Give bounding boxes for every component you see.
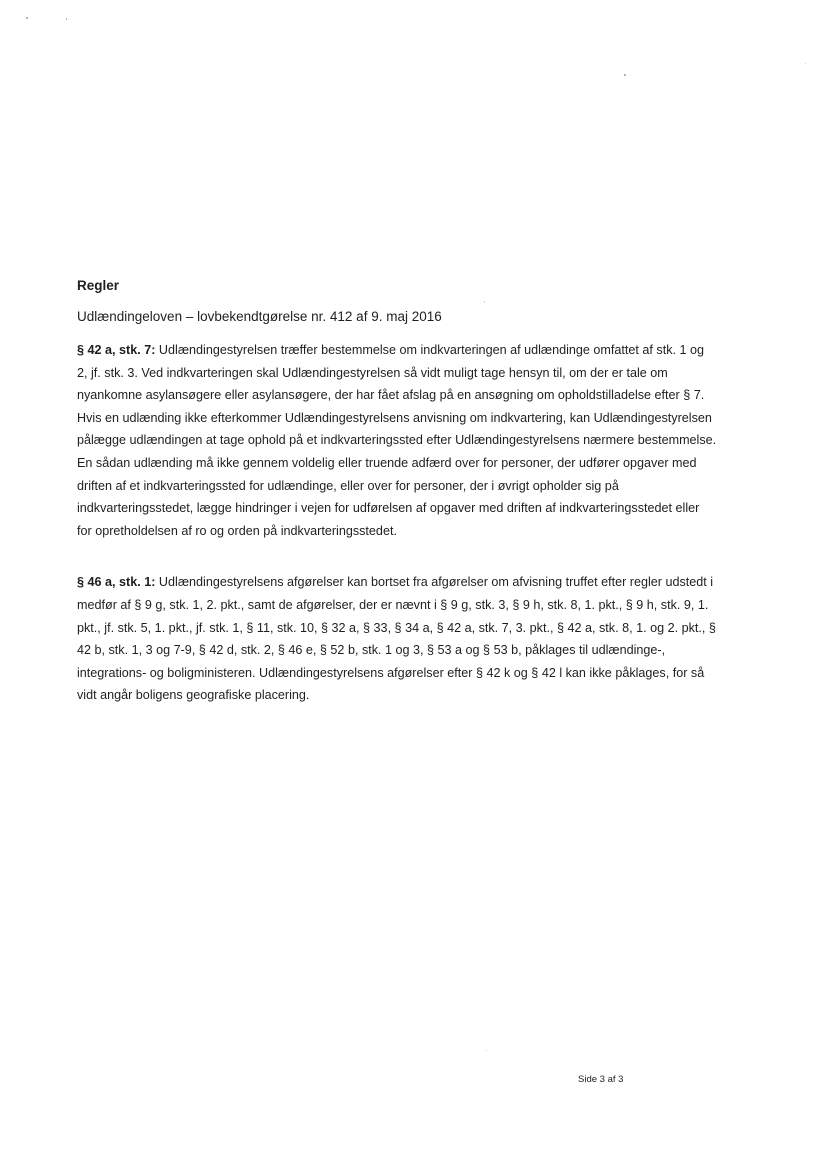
section-heading: Regler <box>77 278 120 293</box>
paragraph-label: § 42 a, stk. 7: <box>77 343 156 357</box>
scan-speck <box>66 18 67 20</box>
document-body <box>77 276 717 707</box>
scan-speck <box>484 301 485 303</box>
law-title: Udlændingeloven – lovbekendtgørelse nr. 412 af 9. maj 2016 <box>77 309 442 324</box>
paragraph-42a <box>77 339 717 542</box>
scan-speck <box>624 74 626 76</box>
scan-speck <box>26 17 28 19</box>
scan-speck <box>486 1050 487 1051</box>
scan-speck <box>805 63 806 64</box>
paragraph-text: Udlændingestyrelsens afgørelser kan bortset fra afgørelser om afvisning truffet efter regler udstedt i medfør af § 9 g, stk. 1, 2. pkt., samt de afgørelser, der er nævnt i § 9 g, stk. 3, § 9 h, stk. 8, 1. pkt., § 9 h, stk. 9, 1. pkt., jf. stk. 5, 1. pkt., jf. stk. 1, § 11, stk. 10, § 32 a, § 33, § 34 a, § 42 a, stk. 7, 3. pkt., § 42 a, stk. 8, 1. og 2. pkt., § 42 b, stk. 1, 3 og 7-9, § 42 d, stk. 2, § 46 e, § 52 b, stk. 1 og 3, § 53 a og § 53 b, påklages til udlændinge-, integrations- og boligministeren. Udlændingestyrelsens afgørelser efter § 42 k og § 42 l kan ikke påklages, for så vidt angår boligens geografiske placering. <box>77 575 716 703</box>
paragraph-46a <box>77 571 717 707</box>
page-number: Side 3 af 3 <box>578 1074 624 1085</box>
paragraph-label: § 46 a, stk. 1: <box>77 575 156 590</box>
paragraph-text: Udlændingestyrelsen træffer bestemmelse om indkvarteringen af udlændinge omfattet af stk. 1 og 2, jf. stk. 3. Ved indkvarteringen skal Udlændingestyrelsen så vidt muligt tage hensyn til, om der er tale om nyankomne asylansøgere eller asylansøgere, der har fået afslag på en ansøgning om opholdstilladelse efter § 7. Hvis en udlænding ikke efterkommer Udlændingestyrelsens anvisning om indkvartering, kan Udlændingestyrelsen pålægge udlændingen at tage ophold på et indkvarteringssted efter Udlændingestyrelsens nærmere bestemmelse. En sådan udlænding må ikke gennem voldelig eller truende adfærd over for personer, der udfører opgaver med driften af et indkvarteringssted for udlændinge, eller over for personer, der i øvrigt opholder sig på indkvarteringsstedet, lægge hindringer i vejen for udførelsen af opgaver med driften af indkvarteringsstedet eller for opretholdelsen af ro og orden på indkvarteringsstedet. <box>77 343 717 538</box>
